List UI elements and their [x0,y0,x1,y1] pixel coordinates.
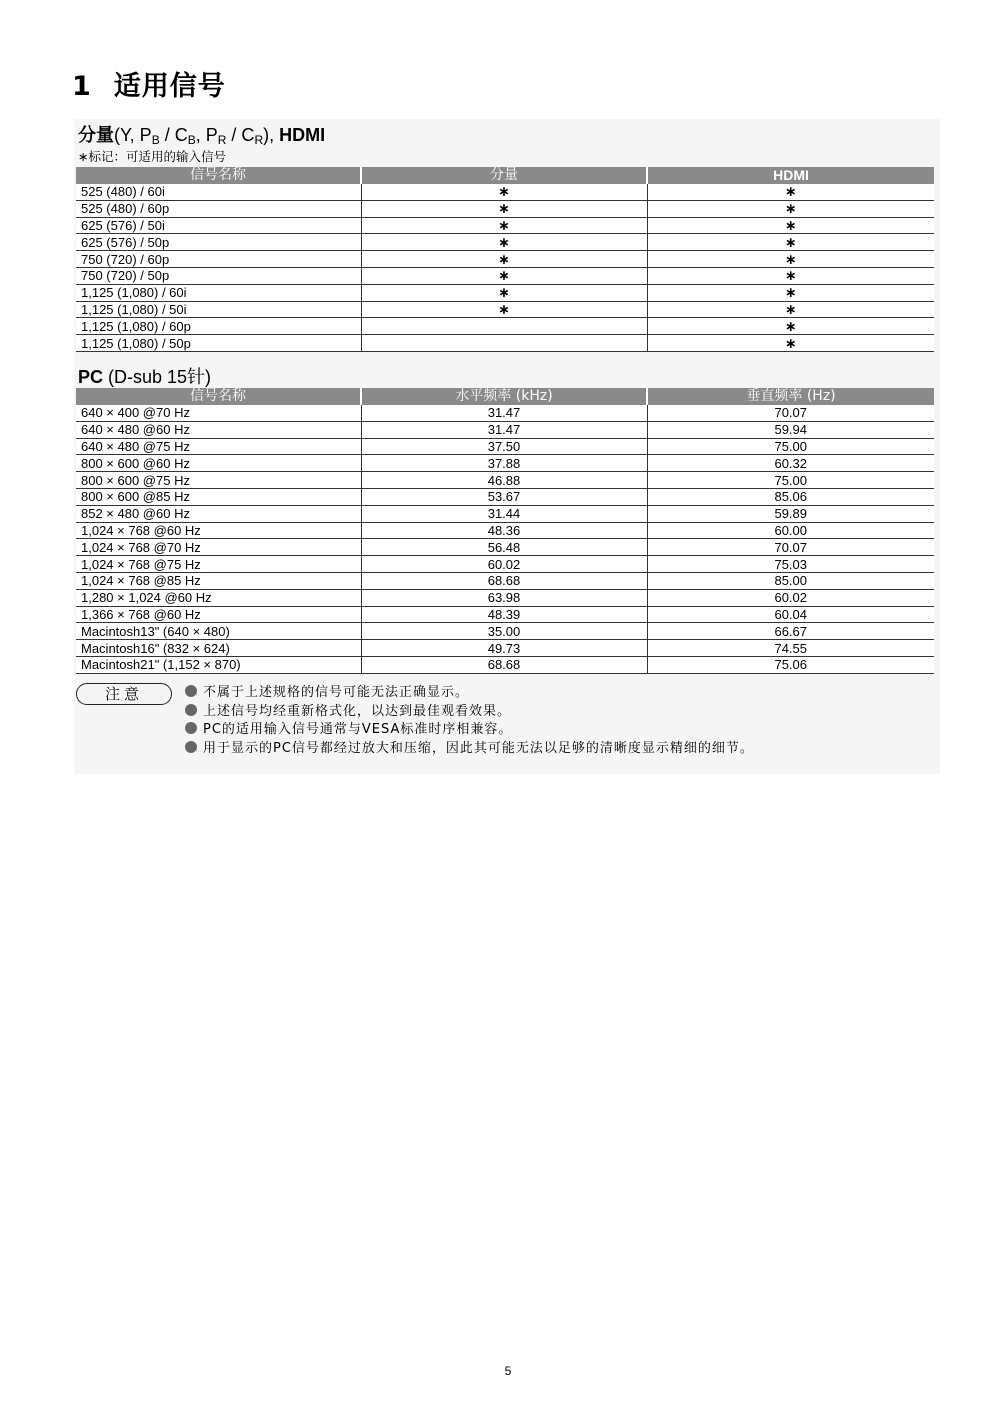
vertical-frequency-cell: 75.03 [647,556,934,573]
heading-part: (Y, P [114,125,152,145]
vertical-frequency-cell: 75.00 [647,438,934,455]
signal-name-cell: 1,125 (1,080) / 50p [76,335,361,352]
horizontal-frequency-cell: 48.39 [361,606,647,623]
signal-name-cell: 625 (576) / 50p [76,234,361,251]
table-row [76,438,934,455]
signal-name-cell: 1,024 × 768 @85 Hz [76,572,361,589]
vertical-frequency-cell: 59.94 [647,421,934,438]
pc-table [76,388,934,674]
signal-name-cell: 525 (480) / 60p [76,200,361,217]
table-row [76,623,934,640]
column-header: 分量 [361,167,647,184]
vertical-frequency-cell: 66.67 [647,623,934,640]
table-row [76,301,934,318]
bullet-icon [185,685,197,697]
vertical-frequency-cell: 60.02 [647,589,934,606]
bullet-icon [185,722,197,734]
horizontal-frequency-cell: 48.36 [361,522,647,539]
table-row [76,455,934,472]
section-title: 适用信号 [113,71,226,102]
signal-name-cell: 750 (720) / 60p [76,251,361,268]
signal-name-cell: Macintosh13" (640 × 480) [76,623,361,640]
column-header: 水平频率 (kHz) [361,388,647,405]
vertical-frequency-cell: 74.55 [647,640,934,657]
horizontal-frequency-cell: 49.73 [361,640,647,657]
component-support-cell: ∗ [361,251,647,268]
vertical-frequency-cell: 60.00 [647,522,934,539]
horizontal-frequency-cell: 46.88 [361,472,647,489]
signal-name-cell: 1,125 (1,080) / 60i [76,284,361,301]
hdmi-support-cell: ∗ [647,335,934,352]
table-row [76,217,934,234]
table-row [76,234,934,251]
horizontal-frequency-cell: 31.44 [361,505,647,522]
heading-sub: B [151,133,160,147]
heading-sub: B [187,133,196,147]
component-heading-hdmi: HDMI [279,125,326,145]
table-row [76,488,934,505]
component-support-cell: ∗ [361,217,647,234]
horizontal-frequency-cell: 37.88 [361,455,647,472]
table-row [76,335,934,352]
component-support-cell: ∗ [361,301,647,318]
column-header: 信号名称 [76,388,361,405]
component-support-cell: ∗ [361,267,647,284]
signal-name-cell: 1,366 × 768 @60 Hz [76,606,361,623]
table-row [76,606,934,623]
pc-heading-bold: PC [78,367,104,387]
signal-name-cell: Macintosh21" (1,152 × 870) [76,656,361,673]
hdmi-support-cell: ∗ [647,251,934,268]
note-text: PC的适用输入信号通常与VESA标准时序相兼容。 [203,722,513,737]
vertical-frequency-cell: 85.00 [647,572,934,589]
note-item [185,684,754,703]
vertical-frequency-cell: 60.04 [647,606,934,623]
vertical-frequency-cell: 70.07 [647,405,934,421]
bullet-icon [185,704,197,716]
table-row [76,589,934,606]
column-header: HDMI [647,167,934,184]
component-support-cell: ∗ [361,200,647,217]
table-row [76,421,934,438]
table-row [76,656,934,673]
table-row [76,572,934,589]
table-row [76,505,934,522]
signal-name-cell: 1,024 × 768 @60 Hz [76,522,361,539]
signal-name-cell: 640 × 400 @70 Hz [76,405,361,421]
note-item [185,721,754,740]
signal-name-cell: 525 (480) / 60i [76,184,361,200]
page-number: 5 [504,1364,512,1378]
notes-list [185,684,754,758]
vertical-frequency-cell: 75.06 [647,656,934,673]
hdmi-support-cell: ∗ [647,200,934,217]
table-row [76,522,934,539]
note-item [185,703,754,722]
hdmi-support-cell: ∗ [647,301,934,318]
horizontal-frequency-cell: 63.98 [361,589,647,606]
note-item [185,740,754,759]
signal-name-cell: 1,125 (1,080) / 50i [76,301,361,318]
horizontal-frequency-cell: 53.67 [361,488,647,505]
signal-sheet [74,119,940,774]
signal-name-cell: Macintosh16" (832 × 624) [76,640,361,657]
signal-name-cell: 750 (720) / 50p [76,267,361,284]
vertical-frequency-cell: 75.00 [647,472,934,489]
horizontal-frequency-cell: 68.68 [361,572,647,589]
hdmi-support-cell: ∗ [647,318,934,335]
signal-name-cell: 800 × 600 @75 Hz [76,472,361,489]
table-row [76,251,934,268]
horizontal-frequency-cell: 56.48 [361,539,647,556]
component-table [76,167,934,352]
table-row [76,318,934,335]
page-title [72,64,226,103]
table-row [76,539,934,556]
heading-part: , P [195,125,218,145]
signal-name-cell: 1,280 × 1,024 @60 Hz [76,589,361,606]
pc-heading-rest: (D-sub 15针) [103,367,212,387]
table-row [76,556,934,573]
table-row [76,184,934,200]
table-row [76,405,934,421]
table-row [76,267,934,284]
table-row [76,472,934,489]
component-heading [78,121,325,147]
hdmi-support-cell: ∗ [647,184,934,200]
table-row [76,200,934,217]
pc-heading [78,363,211,389]
table-row [76,284,934,301]
horizontal-frequency-cell: 37.50 [361,438,647,455]
note-text: 不属于上述规格的信号可能无法正确显示。 [203,685,470,700]
heading-part: / C [226,125,255,145]
signal-name-cell: 800 × 600 @60 Hz [76,455,361,472]
vertical-frequency-cell: 85.06 [647,488,934,505]
table-header-row [76,167,934,184]
note-tag: 注意 [76,683,172,705]
component-support-cell: ∗ [361,234,647,251]
section-number: 1 [72,71,92,102]
heading-part: / C [159,125,188,145]
horizontal-frequency-cell: 35.00 [361,623,647,640]
vertical-frequency-cell: 60.32 [647,455,934,472]
component-support-cell [361,318,647,335]
heading-sub: R [217,133,227,147]
table-header-row [76,388,934,405]
vertical-frequency-cell: 59.89 [647,505,934,522]
signal-name-cell: 625 (576) / 50i [76,217,361,234]
signal-name-cell: 640 × 480 @60 Hz [76,421,361,438]
component-support-cell: ∗ [361,184,647,200]
column-header: 信号名称 [76,167,361,184]
horizontal-frequency-cell: 68.68 [361,656,647,673]
horizontal-frequency-cell: 31.47 [361,405,647,421]
hdmi-support-cell: ∗ [647,267,934,284]
heading-part: ), [263,125,280,145]
asterisk-legend: ∗标记：可适用的输入信号 [78,149,226,164]
signal-name-cell: 1,024 × 768 @75 Hz [76,556,361,573]
signal-name-cell: 640 × 480 @75 Hz [76,438,361,455]
horizontal-frequency-cell: 60.02 [361,556,647,573]
note-text: 用于显示的PC信号都经过放大和压缩，因此其可能无法以足够的清晰度显示精细的细节。 [203,740,754,756]
vertical-frequency-cell: 70.07 [647,539,934,556]
heading-sub: R [254,133,264,147]
signal-name-cell: 1,024 × 768 @70 Hz [76,539,361,556]
hdmi-support-cell: ∗ [647,234,934,251]
signal-name-cell: 1,125 (1,080) / 60p [76,318,361,335]
table-row [76,640,934,657]
signal-name-cell: 800 × 600 @85 Hz [76,488,361,505]
bullet-icon [185,741,197,753]
hdmi-support-cell: ∗ [647,284,934,301]
component-support-cell [361,335,647,352]
component-support-cell: ∗ [361,284,647,301]
signal-name-cell: 852 × 480 @60 Hz [76,505,361,522]
horizontal-frequency-cell: 31.47 [361,421,647,438]
component-heading-lead: 分量 [78,125,114,145]
hdmi-support-cell: ∗ [647,217,934,234]
note-text: 上述信号均经重新格式化，以达到最佳观看效果。 [203,703,512,719]
column-header: 垂直频率 (Hz) [647,388,934,405]
